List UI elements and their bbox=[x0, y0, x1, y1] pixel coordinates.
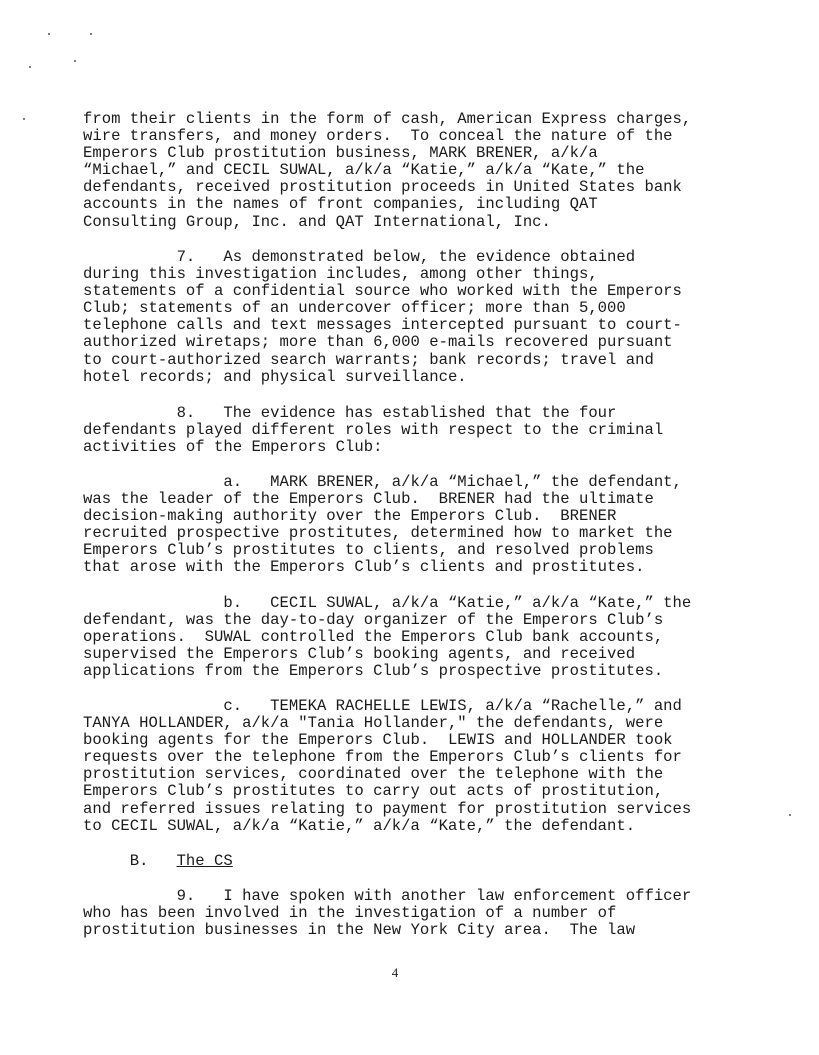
text-line: requests over the telephone from the Emperors Club’s clients for bbox=[83, 748, 682, 767]
text-line: accounts in the names of front companies, including QAT bbox=[83, 195, 598, 214]
text-line: operations. SUWAL controlled the Emperors Club bank accounts, bbox=[83, 628, 664, 647]
text-line: statements of a confidential source who worked with the Emperors bbox=[83, 282, 682, 301]
text-line: recruited prospective prostitutes, determined how to market the bbox=[83, 524, 673, 543]
text-line: who has been involved in the investigation of a number of bbox=[83, 904, 617, 923]
text-line: prostitution services, coordinated over the telephone with the bbox=[83, 765, 664, 784]
text-line: telephone calls and text messages intercepted pursuant to court- bbox=[83, 316, 682, 335]
text-line: defendant, was the day-to-day organizer of the Emperors Club’s bbox=[83, 611, 664, 630]
text-line: Club; statements of an undercover officer; more than 5,000 bbox=[83, 299, 626, 318]
scan-speck bbox=[74, 60, 76, 62]
text-line: defendants played different roles with respect to the criminal bbox=[83, 421, 664, 440]
text-line: Emperors Club prostitution business, MARK BRENER, a/k/a bbox=[83, 144, 598, 163]
text-line: b. CECIL SUWAL, a/k/a “Katie,” a/k/a “Kate,” the bbox=[83, 594, 692, 612]
text-line: applications from the Emperors Club’s prospective prostitutes. bbox=[83, 662, 664, 681]
text-line: to court-authorized search warrants; bank records; travel and bbox=[83, 350, 654, 369]
text-line: a. MARK BRENER, a/k/a “Michael,” the defendant, bbox=[83, 473, 682, 491]
text-line: booking agents for the Emperors Club. LEWIS and HOLLANDER took bbox=[83, 731, 673, 750]
text-line: 7. As demonstrated below, the evidence obtained bbox=[83, 248, 636, 266]
paragraph-9 bbox=[83, 888, 783, 939]
scan-speck bbox=[789, 814, 791, 816]
text-line: during this investigation includes, among other things, bbox=[83, 265, 598, 284]
subparagraph-b bbox=[83, 595, 783, 680]
paragraph-7 bbox=[83, 249, 783, 386]
text-line: Emperors Club’s prostitutes to carry out acts of prostitution, bbox=[83, 782, 664, 801]
continuation-paragraph bbox=[83, 111, 783, 231]
text-line: c. TEMEKA RACHELLE LEWIS, a/k/a “Rachelle,” and bbox=[83, 697, 682, 715]
page-number: 4 bbox=[391, 965, 399, 980]
scan-speck bbox=[90, 33, 92, 35]
text-line: prostitution businesses in the New York City area. The law bbox=[83, 921, 636, 940]
text-line: and referred issues relating to payment for prostitution services bbox=[83, 799, 692, 818]
section-letter: B. bbox=[83, 852, 177, 870]
text-line: TANYA HOLLANDER, a/k/a "Tania Hollander," the defendants, were bbox=[83, 714, 664, 733]
text-line: hotel records; and physical surveillance. bbox=[83, 367, 467, 386]
text-line: Consulting Group, Inc. and QAT International, Inc. bbox=[83, 212, 551, 231]
text-line: “Michael,” and CECIL SUWAL, a/k/a “Katie,” a/k/a “Kate,” the bbox=[83, 161, 645, 180]
text-line: was the leader of the Emperors Club. BRENER had the ultimate bbox=[83, 490, 654, 509]
text-line: 9. I have spoken with another law enforcement officer bbox=[83, 887, 692, 905]
text-line: defendants, received prostitution proceeds in United States bank bbox=[83, 178, 682, 197]
text-line: decision-making authority over the Emperors Club. BRENER bbox=[83, 507, 617, 526]
text-line: from their clients in the form of cash, American Express charges, bbox=[83, 110, 692, 128]
text-line: wire transfers, and money orders. To conceal the nature of the bbox=[83, 127, 673, 146]
text-line: Emperors Club’s prostitutes to clients, and resolved problems bbox=[83, 541, 654, 560]
scan-speck bbox=[29, 66, 31, 68]
text-line: activities of the Emperors Club: bbox=[83, 438, 383, 457]
text-line: to CECIL SUWAL, a/k/a “Katie,” a/k/a “Kate,” the defendant. bbox=[83, 816, 636, 835]
scan-speck bbox=[23, 118, 25, 120]
section-heading bbox=[83, 853, 783, 870]
section-heading-line bbox=[83, 853, 783, 870]
paragraph-8 bbox=[83, 405, 783, 456]
subparagraph-a bbox=[83, 474, 783, 577]
subparagraph-c bbox=[83, 698, 783, 835]
text-line: 8. The evidence has established that the four bbox=[83, 404, 617, 422]
text-line: supervised the Emperors Club’s booking agents, and received bbox=[83, 645, 636, 664]
section-title: The CS bbox=[176, 852, 233, 870]
text-line: that arose with the Emperors Club’s clients and prostitutes. bbox=[83, 558, 645, 577]
text-line: authorized wiretaps; more than 6,000 e-mails recovered pursuant bbox=[83, 333, 673, 352]
scan-speck bbox=[48, 33, 50, 35]
